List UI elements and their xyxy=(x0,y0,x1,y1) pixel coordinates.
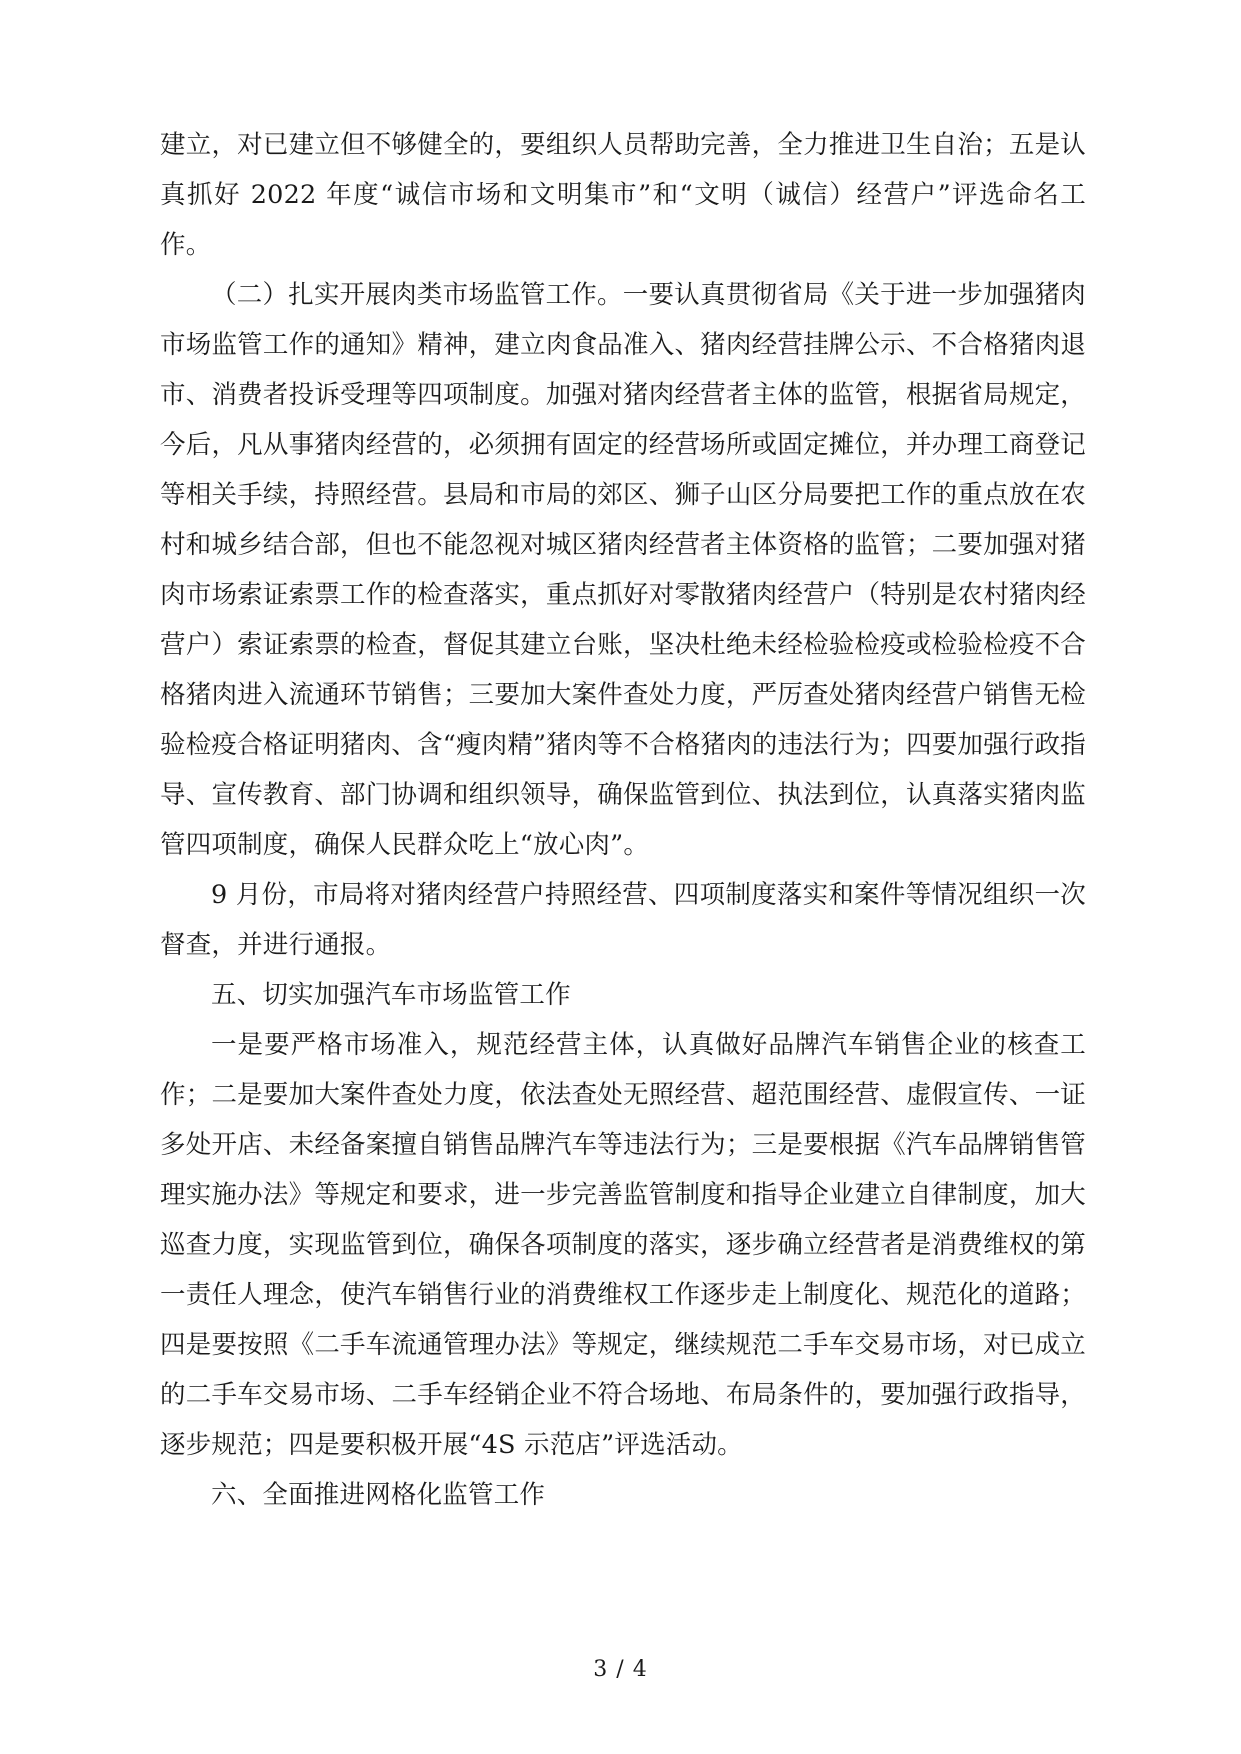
paragraph-1: 建立，对已建立但不够健全的，要组织人员帮助完善，全力推进卫生自治；五是认真抓好 2022 年度“诚信市场和文明集市”和“文明（诚信）经营户”评选命名工作。 xyxy=(160,130,1086,260)
paragraph-3: 9 月份，市局将对猪肉经营户持照经营、四项制度落实和案件等情况组织一次督查，并进行通报。 xyxy=(160,880,1086,960)
document-body xyxy=(160,120,1086,1520)
page-number: 3 / 4 xyxy=(593,1657,648,1682)
paragraph-5: 一是要严格市场准入，规范经营主体，认真做好品牌汽车销售企业的核查工作；二是要加大案件查处力度，依法查处无照经营、超范围经营、虚假宣传、一证多处开店、未经备案擅自销售品牌汽车等违法行为；三是要根据《汽车品牌销售管理实施办法》等规定和要求，进一步完善监管制度和指导企业建立自律制度，加大巡查力度，实现监管到位，确保各项制度的落实，逐步确立经营者是消费维权的第一责任人理念，使汽车销售行业的消费维权工作逐步走上制度化、规范化的道路；四是要按照《二手车流通管理办法》等规定，继续规范二手车交易市场，对已成立的二手车交易市场、二手车经销企业不符合场地、布局条件的，要加强行政指导，逐步规范；四是要积极开展“4S 示范店”评选活动。 xyxy=(160,1030,1086,1460)
paragraph-2: （二）扎实开展肉类市场监管工作。一要认真贯彻省局《关于进一步加强猪肉市场监管工作的通知》精神，建立肉食品准入、猪肉经营挂牌公示、不合格猪肉退市、消费者投诉受理等四项制度。加强对猪肉经营者主体的监管，根据省局规定，今后，凡从事猪肉经营的，必须拥有固定的经营场所或固定摊位，并办理工商登记等相关手续，持照经营。县局和市局的郊区、狮子山区分局要把工作的重点放在农村和城乡结合部，但也不能忽视对城区猪肉经营者主体资格的监管；二要加强对猪肉市场索证索票工作的检查落实，重点抓好对零散猪肉经营户（特别是农村猪肉经营户）索证索票的检查，督促其建立台账，坚决杜绝未经检验检疫或检验检疫不合格猪肉进入流通环节销售；三要加大案件查处力度，严厉查处猪肉经营户销售无检验检疫合格证明猪肉、含“瘦肉精”猪肉等不合格猪肉的违法行为；四要加强行政指导、宣传教育、部门协调和组织领导，确保监管到位、执法到位，认真落实猪肉监管四项制度，确保人民群众吃上“放心肉”。 xyxy=(160,280,1086,860)
section-heading-six: 六、全面推进网格化监管工作 xyxy=(211,1480,546,1510)
section-heading-five: 五、切实加强汽车市场监管工作 xyxy=(211,980,571,1010)
